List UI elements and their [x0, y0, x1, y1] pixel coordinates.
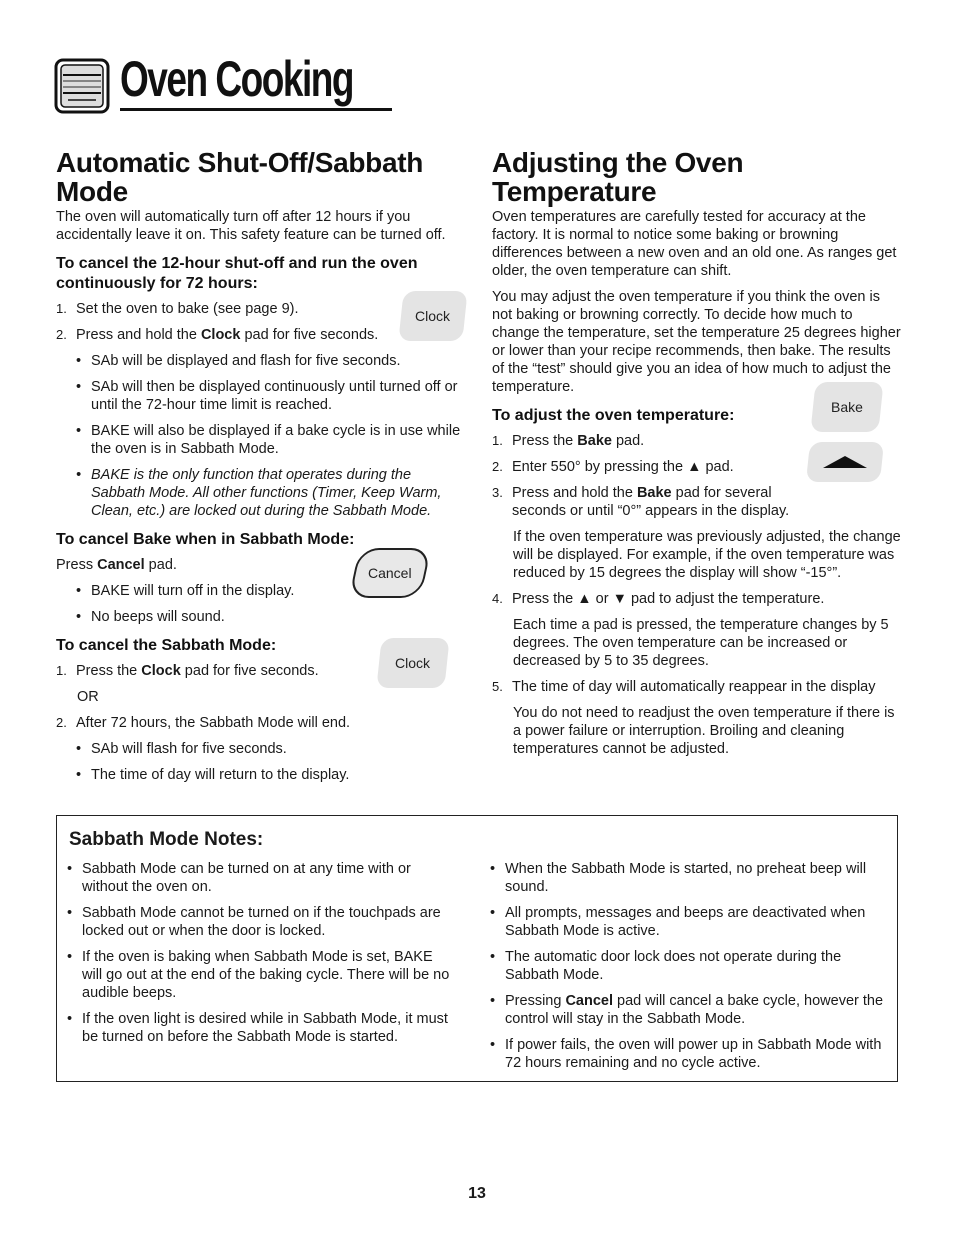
cancel-sabbath-heading: To cancel the Sabbath Mode:: [56, 637, 277, 654]
step-note: Each time a pad is pressed, the temperature changes by 5 degrees. The oven temperature can be increased or decreased by 5 to 35 degrees.: [513, 617, 889, 669]
step-item: 5. The time of day will automatically reappear in the display: [492, 679, 876, 695]
bake-pad[interactable]: Bake: [810, 382, 883, 432]
temperature-para-1: Oven temperatures are carefully tested for accuracy at the factory. It is normal to notice some baking or browning differences between a new oven and an old one. As ranges get older, the oven temperature can shift.: [492, 209, 897, 279]
step-item: 4. Press the ▲ or ▼ pad to adjust the temperature.: [492, 591, 825, 607]
bullet-item: • No beeps will sound.: [76, 609, 225, 625]
step-item: 1. Set the oven to bake (see page 9).: [56, 301, 299, 317]
sabbath-mode-section: [56, 148, 466, 792]
up-arrow-pad[interactable]: [806, 442, 884, 482]
clock-pad[interactable]: Clock: [398, 291, 467, 341]
notes-right-column: [490, 860, 894, 1080]
cancel-12-heading: To cancel the 12-hour shut-off and run the oven continuously for 72 hours:: [56, 255, 418, 292]
temperature-para-2: You may adjust the oven temperature if you think the oven is not baking or browning correctly. To decide how much to change the temperature, set the temperature 25 degrees higher or lower than your recipe recommends, then bake. The results of the “test” should give you an idea of how much to adjust the temperature.: [492, 289, 901, 395]
sabbath-notes-box: [56, 815, 898, 1082]
up-arrow-icon: [823, 456, 867, 468]
notes-left-column: [67, 860, 455, 1054]
note-item: • If power fails, the oven will power up in Sabbath Mode with 72 hours remaining and no cycle active.: [490, 1037, 882, 1071]
step-note: You do not need to readjust the oven temperature if there is a power failure or interruption. Broiling and cleaning temperatures cannot be adjusted.: [513, 705, 895, 757]
page-number: 13: [468, 1185, 486, 1202]
note-item: • All prompts, messages and beeps are deactivated when Sabbath Mode is active.: [490, 905, 866, 939]
bullet-item: • SAb will be displayed and flash for five seconds.: [76, 353, 401, 369]
sabbath-heading: Automatic Shut-Off/Sabbath Mode: [56, 147, 424, 207]
note-item: • Sabbath Mode can be turned on at any time with or without the oven on.: [67, 861, 411, 895]
page-header: [54, 51, 354, 118]
title-rule: [120, 108, 392, 111]
step-item: 2. After 72 hours, the Sabbath Mode will end.: [56, 715, 351, 731]
oven-icon: [54, 58, 110, 114]
notes-title: Sabbath Mode Notes:: [69, 829, 264, 850]
step-item: 1. Press the Bake pad.: [492, 433, 645, 449]
cancel-pad[interactable]: Cancel: [349, 548, 432, 598]
cancel-bake-heading: To cancel Bake when in Sabbath Mode:: [56, 531, 355, 548]
note-item: • If the oven light is desired while in Sabbath Mode, it must be turned on before the Sabbath Mode is started.: [67, 1011, 448, 1045]
temperature-heading: Adjusting the Oven Temperature: [492, 147, 744, 207]
step-item: 2. Press and hold the Clock pad for five seconds.: [56, 327, 379, 343]
press-cancel-text: Press Cancel pad.: [56, 557, 177, 573]
step-item: 3. Press and hold the Bake pad for several seconds or until “0°” appears in the display.: [492, 485, 790, 519]
bullet-item: • BAKE is the only function that operates during the Sabbath Mode. All other functions (Timer, Keep Warm, Clean, etc.) are locked out during the Sabbath Mode.: [76, 467, 442, 519]
adjust-temperature-heading: To adjust the oven temperature:: [492, 407, 735, 424]
note-item: • The automatic door lock does not operate during the Sabbath Mode.: [490, 949, 842, 983]
note-item: • Pressing Cancel pad will cancel a bake cycle, however the control will stay in the Sabbath Mode.: [490, 993, 884, 1027]
page-title: Oven Cooking: [120, 51, 354, 107]
bullet-item: • BAKE will also be displayed if a bake cycle is in use while the oven is in Sabbath Mode.: [76, 423, 461, 457]
bullet-item: • The time of day will return to the display.: [76, 767, 350, 783]
note-item: • When the Sabbath Mode is started, no preheat beep will sound.: [490, 861, 867, 895]
or-text: OR: [77, 689, 99, 705]
clock-pad[interactable]: Clock: [376, 638, 449, 688]
bullet-item: • BAKE will turn off in the display.: [76, 583, 295, 599]
bullet-item: • SAb will flash for five seconds.: [76, 741, 287, 757]
note-item: • If the oven is baking when Sabbath Mode is set, BAKE will go out at the end of the baking cycle. There will be no audible beeps.: [67, 949, 450, 1001]
sabbath-intro: The oven will automatically turn off after 12 hours if you accidentally leave it on. This safety feature can be turned off.: [56, 209, 446, 243]
note-item: • Sabbath Mode cannot be turned on if the touchpads are locked out or when the door is locked.: [67, 905, 441, 939]
step-note: If the oven temperature was previously adjusted, the change will be displayed. For example, if the oven temperature was reduced by 15 degrees the display will show “-15°”.: [513, 529, 901, 581]
step-item: 2. Enter 550° by pressing the ▲ pad.: [492, 459, 734, 475]
step-item: 1. Press the Clock pad for five seconds.: [56, 663, 319, 679]
bullet-item: • SAb will then be displayed continuously until turned off or until the 72-hour time limit is reached.: [76, 379, 458, 413]
